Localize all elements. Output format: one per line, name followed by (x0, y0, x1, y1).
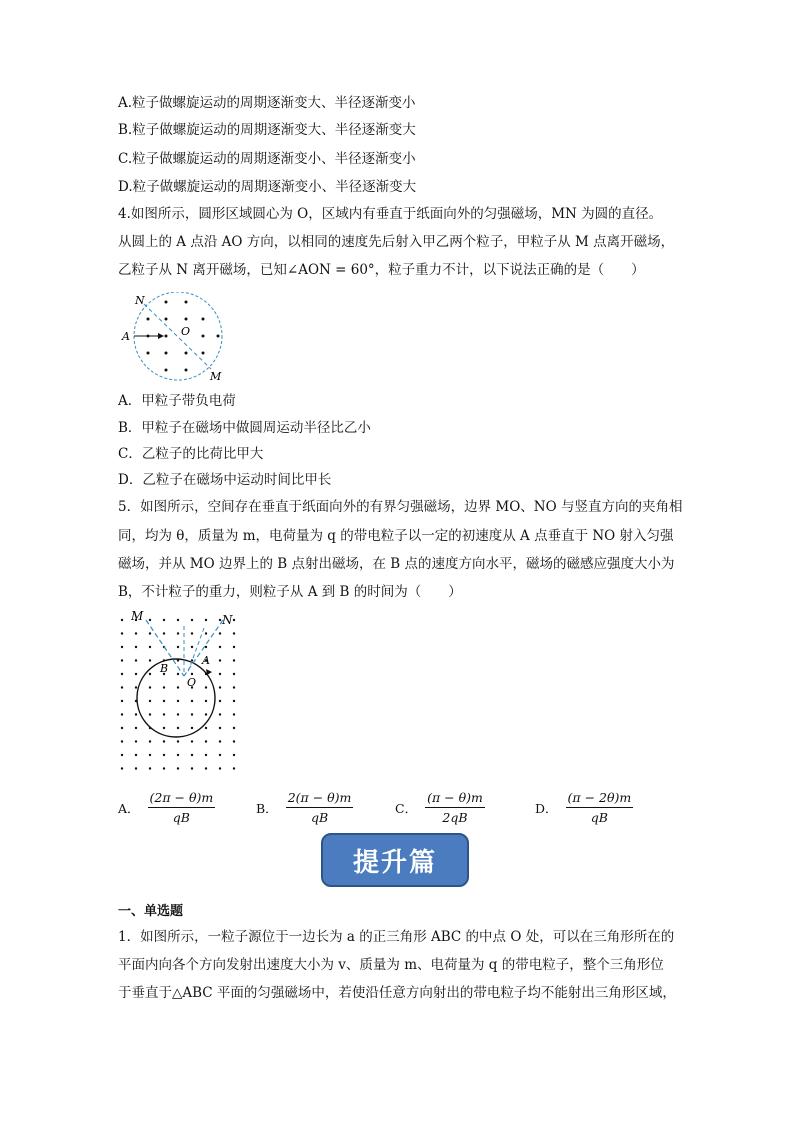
field-dot (121, 646, 123, 648)
field-dot (233, 740, 235, 742)
q5-option-c (395, 790, 485, 825)
q5-option-d (535, 790, 633, 825)
q5-option-c-denominator: 2qB (442, 810, 468, 825)
field-dot (135, 713, 137, 715)
field-dot (219, 700, 221, 702)
field-dot (149, 754, 151, 756)
field-dot (135, 632, 137, 634)
q4-stem-line-1: 4.如图所示，圆形区域圆心为 O，区域内有垂直于纸面向外的匀强磁场，MN 为圆的直径。 (118, 206, 663, 222)
q5-option-a-numerator: (2π − θ)m (148, 790, 216, 808)
field-dot (205, 632, 207, 634)
field-dot (205, 700, 207, 702)
adv-q1-line-3: 于垂直于△ABC 平面的匀强磁场中，若使沿任意方向射出的带电粒子均不能射出三角形区域， (118, 985, 676, 1001)
field-dot (205, 727, 207, 729)
field-dot (121, 686, 123, 688)
q5-option-c-label: C． (395, 800, 418, 816)
field-dot (149, 713, 151, 715)
field-dot (219, 713, 221, 715)
field-dot (163, 713, 165, 715)
q5-option-a-denominator: qB (172, 810, 190, 825)
q4-label-a: A (122, 330, 130, 343)
q5-arrow-at-a (206, 669, 212, 675)
q5-label-m: M (131, 609, 144, 623)
q5-option-d-numerator: (π − 2θ)m (566, 790, 634, 808)
q5-option-b (256, 790, 353, 825)
field-dot (121, 632, 123, 634)
field-dot (121, 713, 123, 715)
field-dot (233, 767, 235, 769)
field-dot (233, 686, 235, 688)
field-dot (149, 700, 151, 702)
field-dot (219, 727, 221, 729)
field-dot (191, 673, 193, 675)
q5-option-a (118, 790, 215, 825)
q4-option-a: A．甲粒子带负电荷 (118, 393, 236, 409)
field-dot (191, 740, 193, 742)
field-dot (205, 619, 207, 621)
q5-option-a-label: A． (118, 800, 140, 816)
advanced-section-banner: 提升篇 (321, 833, 469, 887)
q5-stem-line-1: 5．如图所示，空间存在垂直于纸面向外的有界匀强磁场，边界 MO、NO 与竖直方向的夹角相 (118, 499, 683, 515)
field-dot (163, 767, 165, 769)
field-dot (219, 686, 221, 688)
field-dot (149, 767, 151, 769)
field-dot (191, 646, 193, 648)
q4-stem-line-2: 从圆上的 A 点沿 AO 方向，以相同的速度先后射入甲乙两个粒子，甲粒子从 M 点离开磁场， (118, 234, 675, 250)
field-dot (233, 619, 235, 621)
field-dot (135, 659, 137, 661)
field-dot (121, 619, 123, 621)
field-dot (149, 673, 151, 675)
field-dot (191, 767, 193, 769)
q4-label-o: O (181, 325, 191, 338)
q4-option-d: D．乙粒子在磁场中运动时间比甲长 (118, 472, 332, 488)
field-dot (135, 673, 137, 675)
q5-stem-line-2: 同，均为 θ，质量为 m，电荷量为 q 的带电粒子以一定的初速度从 A 点垂直于 NO 射入匀强 (118, 528, 674, 544)
field-dot (135, 767, 137, 769)
field-dot (233, 673, 235, 675)
field-dot (121, 754, 123, 756)
q5-option-b-label: B． (256, 800, 278, 816)
field-dot (135, 646, 137, 648)
field-dot (121, 673, 123, 675)
field-dot (149, 659, 151, 661)
field-dot (135, 727, 137, 729)
q5-label-n: N (222, 613, 233, 627)
field-dot (233, 632, 235, 634)
q5-option-d-label: D． (535, 800, 558, 816)
field-dot (163, 727, 165, 729)
field-dot (135, 740, 137, 742)
field-dot (233, 646, 235, 648)
q5-option-b-denominator: qB (310, 810, 329, 825)
q4-label-m: M (210, 370, 222, 382)
field-dot (121, 740, 123, 742)
prev-option-d: D.粒子做螺旋运动的周期逐渐变小、半径逐渐变大 (118, 179, 417, 195)
q5-field-dots (121, 619, 235, 770)
field-dot (177, 700, 179, 702)
field-dot (205, 740, 207, 742)
field-dot (219, 619, 221, 621)
q4-figure (118, 292, 230, 382)
q4-arrow-head (158, 333, 164, 339)
field-dot (121, 659, 123, 661)
field-dot (219, 659, 221, 661)
field-dot (191, 700, 193, 702)
field-dot (233, 727, 235, 729)
field-dot (233, 754, 235, 756)
field-dot (149, 632, 151, 634)
field-dot (205, 686, 207, 688)
field-dot (177, 686, 179, 688)
field-dot (219, 767, 221, 769)
field-dot (121, 727, 123, 729)
field-dot (219, 673, 221, 675)
field-dot (177, 713, 179, 715)
field-dot (163, 686, 165, 688)
prev-option-a: A.粒子做螺旋运动的周期逐渐变大、半径逐渐变小 (118, 95, 416, 111)
field-dot (149, 740, 151, 742)
q5-trajectory-circle (137, 659, 215, 737)
field-dot (219, 632, 221, 634)
field-dot (205, 713, 207, 715)
q5-option-b-numerator: 2(π − θ)m (286, 790, 354, 808)
q4-option-b: B．甲粒子在磁场中做圆周运动半径比乙小 (118, 420, 371, 436)
field-dot (177, 619, 179, 621)
field-dot (191, 713, 193, 715)
field-dot (191, 727, 193, 729)
field-dot (121, 700, 123, 702)
field-dot (149, 619, 151, 621)
prev-option-b: B.粒子做螺旋运动的周期逐渐变大、半径逐渐变大 (118, 122, 416, 138)
field-dot (233, 659, 235, 661)
field-dot (163, 632, 165, 634)
adv-q1-line-1: 1．如图所示，一粒子源位于一边长为 a 的正三角形 ABC 的中点 O 处，可以在三角形所在的 (118, 929, 675, 945)
field-dot (163, 619, 165, 621)
q5-stem-line-4: B，不计粒子的重力，则粒子从 A 到 B 的时间为（ ） (118, 584, 462, 600)
field-dot (233, 700, 235, 702)
q5-label-b: B (160, 662, 169, 675)
q5-figure (116, 606, 242, 778)
q4-stem-line-3: 乙粒子从 N 离开磁场，已知∠AON = 60°，粒子重力不计，以下说法正确的是（ ） (118, 262, 645, 278)
field-dot (135, 754, 137, 756)
field-dot (163, 754, 165, 756)
q4-option-c: C．乙粒子的比荷比甲大 (118, 446, 264, 462)
field-dot (177, 767, 179, 769)
field-dot (219, 754, 221, 756)
q5-option-d-denominator: qB (590, 810, 608, 825)
field-dot (177, 740, 179, 742)
field-dot (149, 646, 151, 648)
field-dot (177, 646, 179, 648)
field-dot (191, 754, 193, 756)
q5-stem-line-3: 磁场，并从 MO 边界上的 B 点射出磁场，在 B 点的速度方向水平，磁场的磁感应强度大小为 (118, 556, 675, 572)
field-dot (191, 632, 193, 634)
q5-label-a: A (202, 654, 210, 667)
field-dot (177, 754, 179, 756)
q5-label-o: O (187, 676, 197, 689)
field-dot (135, 686, 137, 688)
field-dot (191, 619, 193, 621)
field-dot (177, 727, 179, 729)
field-dot (233, 713, 235, 715)
adv-q1-line-2: 平面内向各个方向发射出速度大小为 v、质量为 m、电荷量为 q 的带电粒子，整个三角形位 (118, 957, 664, 973)
section-title: 一、单选题 (118, 904, 184, 919)
field-dot (163, 700, 165, 702)
field-dot (121, 767, 123, 769)
field-dot (219, 646, 221, 648)
q5-option-c-numerator: (π − θ)m (425, 790, 485, 808)
field-dot (177, 632, 179, 634)
field-dot (219, 740, 221, 742)
field-dot (149, 686, 151, 688)
field-dot (163, 740, 165, 742)
field-dot (205, 754, 207, 756)
field-dot (177, 673, 179, 675)
prev-option-c: C.粒子做螺旋运动的周期逐渐变小、半径逐渐变小 (118, 151, 416, 167)
field-dot (205, 767, 207, 769)
q4-label-n: N (135, 294, 145, 307)
field-dot (205, 646, 207, 648)
